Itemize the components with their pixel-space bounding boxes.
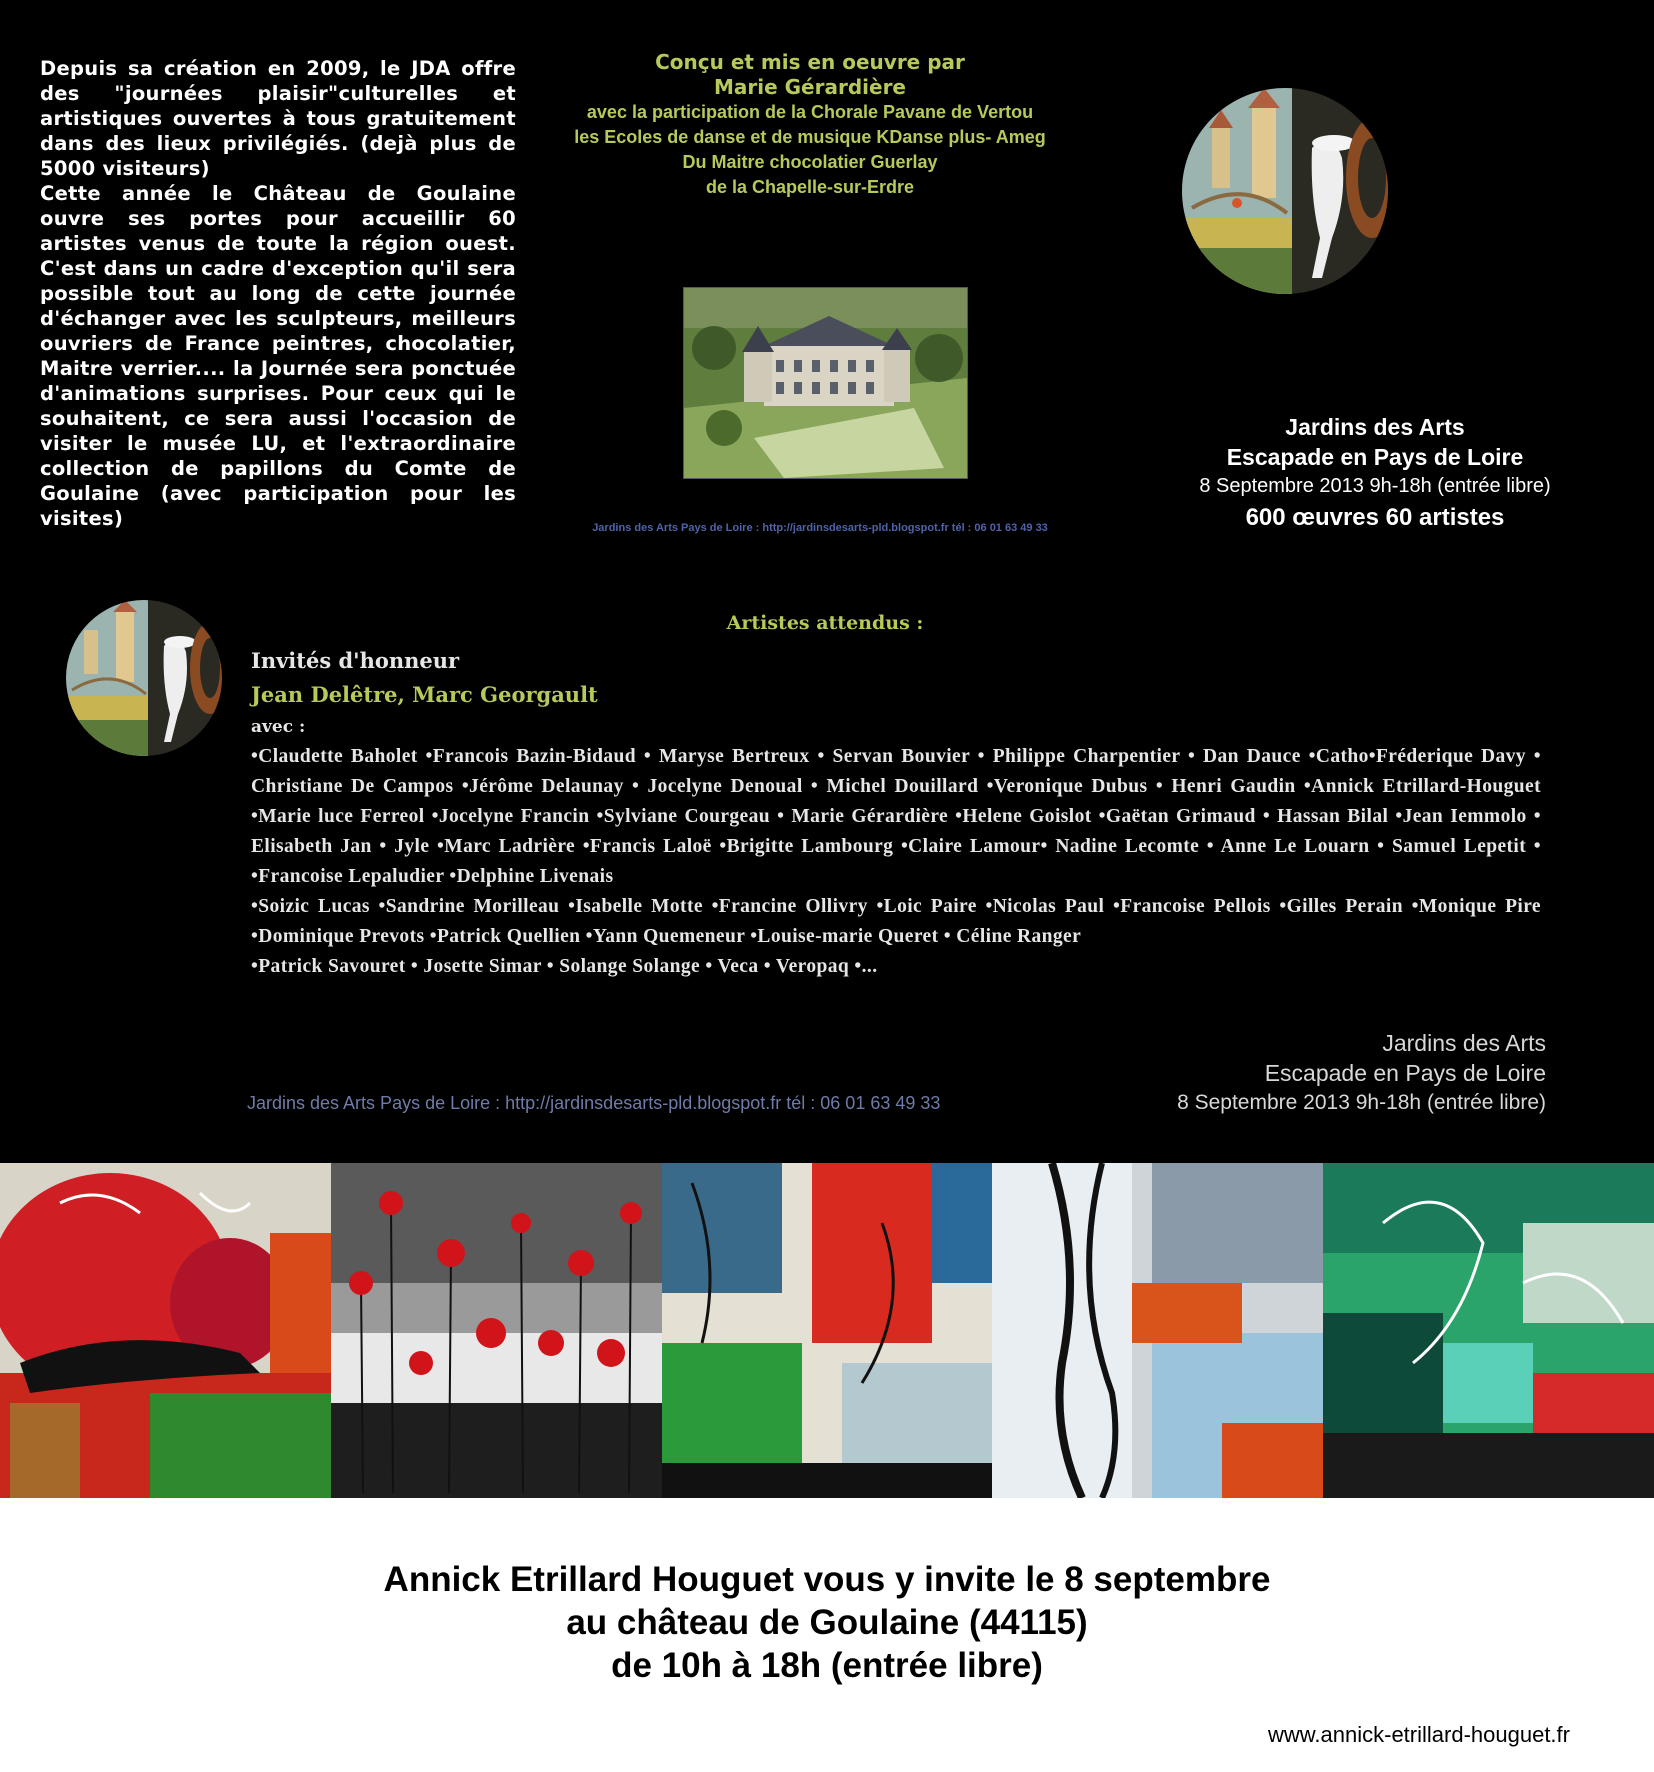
credits-line-4: les Ecoles de danse et de musique KDanse plus- Ameg (574, 127, 1046, 147)
event-date: 8 Septembre 2013 9h-18h (entrée libre) (1199, 475, 1551, 497)
guests-of-honour-names: Jean Delêtre, Marc Georgault (251, 682, 598, 707)
credits-line-2: Marie Gérardière (713, 75, 906, 99)
artist-list-part-1: •Claudette Baholet •Francois Bazin-Bidaud • Maryse Bertreux • Servan Bouvier • Philippe Charpentier • Dan Dauce •Catho•Fréderique Davy • Christiane De Campos •Jérôme Delaunay • Jocelyne Denoual • Michel Douillard •Veronique Dubus • Henri Gaudin •Annick Etrillard-Houguet •Marie luce Ferreol •Jocelyne Francin •Sylviane Courgeau • Marie Gérardière •Helene Goislot •Gaëtan Grimaud • Hassan Bilal •Jean Iemmolo • Elisabeth Jan • Jyle •Marc Ladrière •Francis Laloë •Brigitte Lambourg •Claire Lamour• Nadine Lecomte • Anne Le Louarn • Samuel Lepetit • •Francoise Lepaludier •Delphine Livenais (251, 746, 1541, 887)
paintings-strip (0, 1163, 1654, 1498)
avec-label: avec : (251, 717, 306, 737)
invitation-line-3: de 10h à 18h (entrée libre) (611, 1646, 1043, 1685)
website-link[interactable]: www.annick-etrillard-houguet.fr (1267, 1722, 1570, 1747)
artist-list-part-3: •Patrick Savouret • Josette Simar • Solange Solange • Veca • Veropaq •... (251, 956, 878, 977)
chateau-photo (683, 287, 968, 479)
painting-red-abstract (0, 1163, 331, 1498)
guests-of-honour-label: Invités d'honneur (251, 648, 460, 673)
credits-line-3: avec la participation de la Chorale Pavane de Vertou (586, 102, 1034, 122)
event-subtitle: Escapade en Pays de Loire (1226, 444, 1524, 470)
credits-block (530, 50, 1090, 200)
surreal-painting-roundel-large (1182, 88, 1388, 294)
painting-green-red-abstract (662, 1163, 993, 1498)
event-stats: 600 œuvres 60 artistes (1245, 504, 1505, 531)
footer-event-title: Jardins des Arts (1382, 1030, 1546, 1056)
painting-green-abstract (1323, 1163, 1654, 1498)
credits-line-5: Du Maitre chocolatier Guerlay (682, 152, 938, 172)
footer-event-date: 8 Septembre 2013 9h-18h (entrée libre) (1177, 1091, 1546, 1114)
painting-black-drip-abstract (992, 1163, 1323, 1498)
footer-blog-link[interactable]: Jardins des Arts Pays de Loire : http://jardinsdesarts-pld.blogspot.fr tél : 06 01 63 49 33 (247, 1093, 941, 1113)
artist-list (251, 742, 1541, 982)
invitation-block (0, 1558, 1654, 1687)
credits-line-1: Conçu et mis en oeuvre par (655, 50, 965, 74)
intro-text (40, 56, 516, 531)
intro-paragraph-1: Depuis sa création en 2009, le JDA offre des "journées plaisir"culturelles et artistiques ouvertes à tous gratuitement dans des lieux privilégiés. (dejà plus de 5000 visiteurs) (40, 57, 516, 180)
small-blog-link[interactable]: Jardins des Arts Pays de Loire : http://jardinsdesarts-pld.blogspot.fr tél : 06 01 63 49 33 (592, 522, 1048, 534)
footer-event-block (1177, 1028, 1546, 1118)
credits-line-6: de la Chapelle-sur-Erdre (705, 177, 915, 197)
artists-heading: Artistes attendus : (726, 612, 924, 634)
surreal-painting-roundel-small (66, 600, 222, 756)
invitation-line-2: au château de Goulaine (44115) (566, 1603, 1088, 1642)
footer-event-subtitle: Escapade en Pays de Loire (1264, 1060, 1546, 1086)
invitation-line-1: Annick Etrillard Houguet vous y invite le 8 septembre (383, 1560, 1271, 1599)
event-title: Jardins des Arts (1285, 414, 1465, 440)
intro-paragraph-2: Cette année le Château de Goulaine ouvre ses portes pour accueillir 60 artistes venus de toute la région ouest. C'est dans un cadre d'exception qu'il sera possible tout au long de cette journée d'échanger avec les sculpteurs, meilleurs ouvriers de France peintres, chocolatier, Maitre verrier.... la Journée sera ponctuée d'animations surprises. Pour ceux qui le souhaitent, ce sera aussi l'occasion de visiter le musée LU, et l'extraordinaire collection de papillons du Comte de Goulaine (avec participation pour les visites) (40, 182, 516, 530)
painting-poppies (331, 1163, 662, 1498)
artist-list-part-2: •Soizic Lucas •Sandrine Morilleau •Isabelle Motte •Francine Ollivry •Loic Paire •Nicolas Paul •Francoise Pellois •Gilles Perain •Monique Pire •Dominique Prevots •Patrick Quellien •Yann Quemeneur •Louise-marie Queret • Céline Ranger (251, 896, 1541, 947)
event-info-block (1165, 412, 1585, 536)
